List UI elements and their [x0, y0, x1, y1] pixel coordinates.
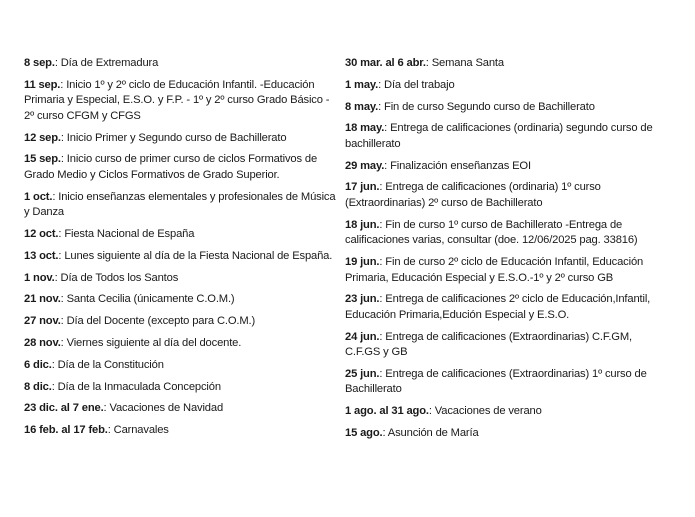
calendar-entry [24, 131, 336, 147]
entry-text: : Fin de curso 1º curso de Bachillerato -Entrega de calificaciones varias, consultar (doe. 12/06/2025 pag. 33816) [345, 218, 638, 247]
entry-text: : Entrega de calificaciones (ordinaria) segundo curso de bachillerato [345, 122, 653, 150]
calendar-entry [24, 314, 336, 330]
calendar-entry [345, 255, 670, 286]
calendar-entry [24, 271, 336, 287]
calendar-entry [345, 121, 670, 152]
entry-text: : Entrega de calificaciones (Extraordinarias) 1º curso de Bachillerato [345, 367, 647, 396]
entry-date: 28 nov. [24, 336, 61, 349]
entry-text: : Inicio Primer y Segundo curso de Bachillerato [60, 131, 287, 144]
entry-text: : Fiesta Nacional de España [58, 227, 195, 240]
entry-text: : Vacaciones de verano [428, 405, 542, 418]
entry-date: 25 jun. [345, 367, 380, 380]
entry-date: 27 nov. [24, 315, 61, 328]
entry-text: : Entrega de calificaciones (ordinaria) 1º curso (Extraordinarias) 2º curso de Bachillerato [345, 181, 601, 209]
calendar-entry [24, 336, 336, 352]
entry-date: 15 ago. [345, 427, 383, 440]
calendar-entry [24, 380, 336, 396]
entry-date: 6 dic. [24, 358, 52, 371]
entry-text: : Asunción de María [382, 427, 479, 440]
entry-date: 18 jun. [345, 218, 380, 231]
entry-text: : Fin de curso Segundo curso de Bachillerato [378, 100, 595, 113]
entry-date: 8 dic. [24, 380, 52, 393]
entry-text: : Finalización enseñanzas EOI [384, 159, 531, 172]
entry-text: : Fin de curso 2º ciclo de Educación Infantil, Educación Primaria, Educación Especial y E.S.O.-1º y 2º curso GB [345, 256, 644, 284]
entry-date: 16 feb. al 17 feb. [24, 424, 108, 437]
entry-text: : Día de Todos los Santos [54, 271, 179, 284]
calendar-entry [345, 330, 670, 361]
entry-text: : Inicio 1º y 2º ciclo de Educación Infantil. -Educación Primaria y Especial, E.S.O. y F.P. - 1º y 2º curso Grado Básico - 2º curso CFGM y CFGS [24, 78, 330, 122]
entry-date: 30 mar. al 6 abr. [345, 57, 426, 69]
entry-text: : Semana Santa [425, 57, 504, 69]
entry-date: 12 sep. [24, 131, 61, 144]
entry-date: 1 ago. al 31 ago. [345, 405, 429, 418]
entry-text: : Inicio enseñanzas elementales y profesionales de Música y Danza [24, 190, 336, 219]
entry-date: 13 oct. [24, 249, 59, 262]
calendar-entry [24, 152, 336, 183]
entry-date: 11 sep. [24, 78, 61, 91]
entry-text: : Entrega de calificaciones 2º ciclo de Educación,Infantil, Educación Primaria,Edución Especial y E.S.O. [345, 293, 651, 321]
entry-date: 1 nov. [24, 271, 55, 284]
calendar-entry [24, 292, 336, 308]
entry-date: 8 may. [345, 100, 379, 113]
entry-text: : Carnavales [107, 424, 169, 437]
entry-date: 21 nov. [24, 293, 61, 306]
calendar-entry [24, 56, 336, 72]
calendar-entry [24, 249, 336, 265]
calendar-entry [345, 78, 670, 94]
entry-text: : Día del trabajo [378, 78, 455, 91]
entry-date: 12 oct. [24, 227, 59, 240]
entry-date: 1 oct. [24, 190, 53, 203]
calendar-entry [345, 180, 670, 211]
calendar-entry [345, 292, 670, 323]
entry-date: 1 may. [345, 78, 379, 91]
entry-text: : Vacaciones de Navidad [103, 402, 224, 415]
calendar-entry [24, 78, 336, 125]
entry-date: 18 may. [345, 122, 385, 135]
calendar-entry [345, 367, 670, 398]
entry-text: : Santa Cecilia (únicamente C.O.M.) [60, 293, 235, 306]
entry-date: 8 sep. [24, 57, 55, 69]
entry-date: 29 may. [345, 159, 385, 172]
calendar-entry [345, 218, 670, 249]
entry-text: : Lunes siguiente al día de la Fiesta Nacional de España. [58, 249, 333, 262]
calendar-right-column [345, 56, 670, 448]
entry-date: 23 dic. al 7 ene. [24, 402, 104, 415]
entry-text: : Día de la Constitución [51, 358, 164, 371]
calendar-left-column [24, 56, 336, 445]
calendar-entry [24, 190, 336, 221]
entry-text: : Entrega de calificaciones (Extraordinarias) C.F.GM, C.F.GS y GB [345, 330, 632, 359]
entry-text: : Inicio curso de primer curso de ciclos Formativos de Grado Medio y Ciclos Formativos de Grado Superior. [24, 153, 318, 181]
entry-date: 17 jun. [345, 181, 380, 194]
calendar-entry [24, 358, 336, 374]
entry-text: : Día de Extremadura [54, 57, 159, 69]
calendar-entry [345, 404, 670, 420]
calendar-entry [24, 401, 336, 417]
entry-date: 23 jun. [345, 293, 380, 306]
calendar-entry [345, 426, 670, 442]
entry-date: 19 jun. [345, 256, 380, 269]
entry-date: 24 jun. [345, 330, 380, 343]
calendar-entry [345, 100, 670, 116]
entry-text: : Viernes siguiente al día del docente. [60, 336, 242, 349]
calendar-entry [345, 56, 670, 72]
entry-date: 15 sep. [24, 153, 61, 166]
calendar-entry [24, 227, 336, 243]
calendar-entry [345, 159, 670, 175]
entry-text: : Día del Docente (excepto para C.O.M.) [60, 315, 256, 328]
calendar-entry [24, 423, 336, 439]
entry-text: : Día de la Inmaculada Concepción [51, 380, 221, 393]
